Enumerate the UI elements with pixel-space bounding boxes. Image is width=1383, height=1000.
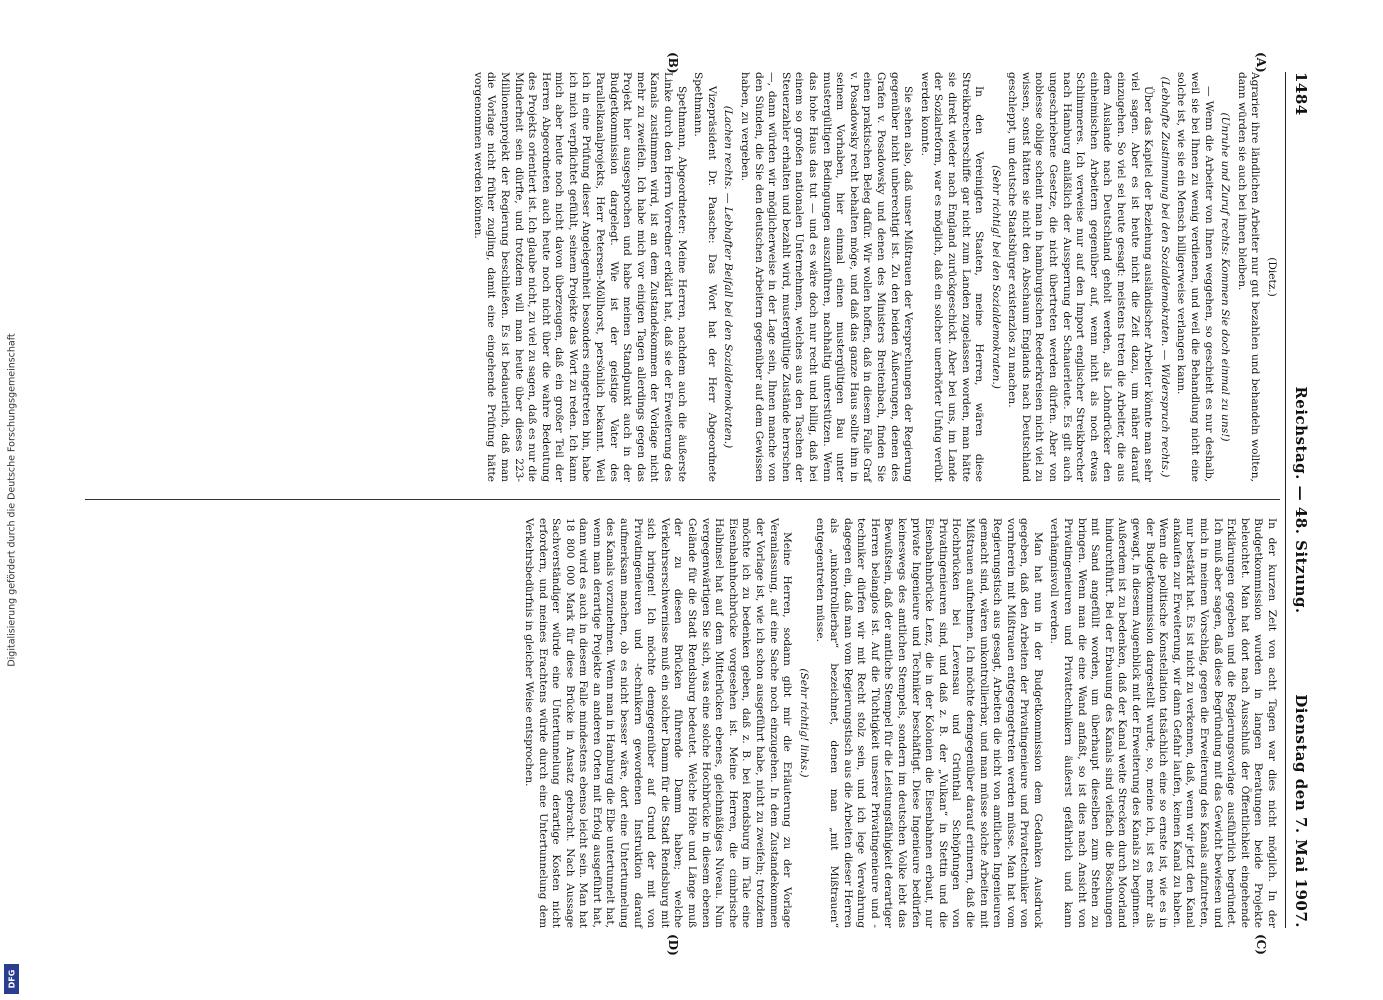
paragraph: Über das Kapitel der Beziehung ausländischer Arbeiter könnte man sehr viel sagen. Aber es ist heute nicht die Zeit dazu, um näher darauf einzugehen. So viel sei heute gesagt: meistens treten die Arbeiter, die aus dem Auslande nach Deutschland geholt werden, als Lohndrücker den einheimischen Arbeitern gegenüber auf, wenn nicht als noch etwas Schlimmeres. Ich verweise nur auf den Import englischer Streikbrecher nach Hamburg anläßlich der Aussperrung der Schauerleute. Es gilt auch ungeschriebene Gesetze, die nicht übertreten werden dürfen. Aber von noblesse oblige scheint man in hamburgischen Reederkreisen nicht viel zu wissen, sonst hätten sie nicht den Abschaum Englands nach Deutschland geschleppt, um deutsche Staatsbürger existenzlos zu machen. <box>1006 72 1155 482</box>
interjection: (Sehr richtig! bei den Sozialdemokraten.) <box>989 165 1002 389</box>
dfg-logo-text: DFG <box>7 969 16 989</box>
paragraph: Agrarier ihre ländlichen Arbeiter nur gut bezahlen und behandeln wollten, dann würden sie auch bei ihnen bleiben. <box>1235 72 1262 482</box>
margin-mark-b: (B) <box>666 52 680 74</box>
running-header <box>1288 72 1310 928</box>
paragraph: In den Vereinigten Staaten, meine Herren, wären diese Streikbrecherschiffe gar nicht zum Landen zugelassen worden, man hätte sie direkt wieder nach England zurückgeschickt. Aber bei uns, im Lande der Sozialreform, war es möglich, daß ein solcher unerhörter Unfug verübt werden konnte. <box>918 72 986 482</box>
paragraph: Sie sehen also, daß unser Mißtrauen der Versprechungen der Regierung gegenüber nicht unberechtigt ist. Zu den beiden Äußerungen, denen des Grafen v. Posadowsky und denen des Ministers Breitenbach, finden Sie einen praktischen Beleg dafür. Wir wollen hoffen, daß in diesem Falle Graf v. Posadowsky recht behalten möge, und daß das ganze Haus sollte ihm in seinem Vorhaben, hier einmal einen mustergültigen Bau unter mustergültigen Bedingungen auszuführen, nachhaltig unterstützen. Wenn das hohe Haus das tut — und es wäre doch nur recht und billig, daß bei einem so großen nationalen Unternehmen, welches aus den Taschen der Steuerzahler erhalten und bezahlt wird, mustergültige Zustände herrschen —, dann würden wir möglicherweise in der Lage sein, Ihnen manche von den Sünden, die Sie den deutschen Arbeitern gegenüber auf dem Gewissen haben, zu vergeben. <box>739 72 915 482</box>
paragraph: In der kurzen Zeit von acht Tagen war dies nicht möglich. In der Budgetkommission wurden in langen Beratungen beide Projekte beleuchtet. Man hat dort nach Ausschluß der Öffentlichkeit eingehende Erklärungen gegeben und die Regierungsvorlage ausführlich begründet. Ich muß aber sagen, daß diese Begründung mit das Gewicht bewiesen und mich in meinem Vorschlag, gegen die Erweiterung des Kanals aufzutreten, nur bestärkt hat. Es ist nicht zu verkennen, daß, wenn wir jetzt den Kanal ankaufen zur Erweiterung, wir dann Gefahr laufen, keinen Kanal zu haben. Wenn die politische Konstellation tatsächlich eine so ernste ist, wie es in der Budgetkommission dargestellt wurde, so, meine ich, ist es mehr als gewagt, in diesem Augenblick mit der Erweiterung des Kanals zu beginnen. Außerdem ist zu bedenken, daß der Kanal weite Strecken durch Moorland hindurchführt. Bei der Erbauung des Kanals sind vielfach die Böschungen mit Sand angefüllt worden, um überhaupt dieselben zum Stehen zu bringen. Wenn man die eine Wand anfaßt, so ist dies nach Ansicht von Privatingenieuren und Privattechnikern äußerst gefährlich und kann verhängnisvoll werden. <box>1048 518 1278 928</box>
interjection: (Lachen rechts. — Lebhafter Beifall bei den Sozialdemokraten.) <box>722 105 735 449</box>
page-number: 1484 <box>1292 72 1310 116</box>
session-date: Dienstag den 7. Mai 1907. <box>1292 694 1310 928</box>
page-content <box>70 50 1320 956</box>
margin-mark-c: (C) <box>1254 934 1268 955</box>
dfg-logo <box>4 964 19 994</box>
paragraph: — Wenn die Arbeiter von Ihnen weggehen, so geschieht es nur deshalb, weil sie bei Ihnen zu wenig verdienen, und weil die Behandlung nicht eine solche ist, wie sie ein Mensch billigerweise verlangen kann. <box>1175 72 1215 482</box>
credit-text: Digitalisierung gefördert durch die Deutsche Forschungsgemeinschaft <box>6 333 18 667</box>
margin-mark-a: (A) <box>1254 52 1268 73</box>
interjection: (Unruhe und Zuruf rechts: Kommen Sie doch einmal zu uns!) <box>1219 112 1232 442</box>
speaker-tag: (Dietz.) <box>1266 257 1278 297</box>
header-rule <box>1285 72 1286 928</box>
page-title: Reichstag. — 48. Sitzung. <box>1292 386 1310 614</box>
paragraph: Meine Herren, sodann gibt mir die Erläuterung zu der Vorlage Veranlassung, auf eine Sache noch einzugehen. In dem Zustandekommen der Vorlage ist, wie ich schon ausgeführt habe, nicht zu zweifeln; trotzdem möchte ich zu bedenken geben, daß z. B. bei Rendsburg im Tale eine Eisenbahnhochbrücke vorgesehen ist. Meine Herren, die cimbrische Halbinsel hat auf dem Mittelrücken ebenes, gleichmäßiges Niveau. Nun vergegenwärtigen Sie sich, was eine solche Hochbrücke in diesem ebenen Gelände für die Stadt Rendsburg bedeutet. Welche Höhe und Länge muß der zu diesen Brücken führende Damm haben; welche Verkehrserschwernisse muß ein solcher Damm für die Stadt Rendsburg mit sich bringen! Ich möchte demgegenüber auf Grund der mit von Privatingenieuren und -technikern gewordenen Instruktion darauf aufmerksam machen, ob es nicht besser wäre, dort eine Untertunnelung des Kanals vorzunehmen. Wenn man in Hamburg die Elbe untertunnelt hat, wenn man derartige Projekte an anderen Orten mit Erfolg ausgeführt hat, dann wird es auch in diesem Falle mindestens ebenso leicht sein. Man hat 18 800 000 Mark für diese Brücke in Ansatz gebracht. Nach Aussage Sachverständiger würde eine Untertunnelung derartige Kosten nicht erfordern, und meines Erachtens würde durch eine Untertunnelung dem Verkehrsbedürfnis in gleicher Weise entsprochen. <box>522 518 794 928</box>
right-column <box>518 518 1278 928</box>
margin-mark-d: (D) <box>666 934 680 956</box>
interjection: (Sehr richtig! links.) <box>797 668 810 778</box>
document-page <box>70 50 1320 956</box>
credit-strip <box>0 0 24 1000</box>
column-divider <box>85 499 1280 500</box>
paragraph: Spethmann, Abgeordneter: Meine Herren, nachdem auch die äußerste Linke durch den Herrn Vorredner erklärt hat, daß sie der Erweiterung des Kanals zustimmen wird, ist an dem Zustandekommen der Vorlage nicht mehr zu zweifeln. Ich habe mich vor einigen Tagen allerdings gegen das Projekt hier ausgesprochen und habe meinen Standpunkt auch in der Budgetkommission dargelegt. Wie ist der geistige Vater des Parallelkanalprojekts, Herr Petersen-Möllhorst, persönlich bekannt. Weil ich in eine Prüfung dieser Angelegenheit besonders eingetreten bin, habe ich mich verpflichtet gefühlt, seinem Projekte das Wort zu reden. Ich kann mich aber heute noch nicht davon überzeugen, daß ein großer Teil der Herren Abgeordneten auch heute noch nicht über die wahre Bedeutung des Projekts orientiert ist. Ich glaube nicht, zu viel zu sagen, daß es nur die Minderheit sein dürfte, und trotzdem will man heute über dieses 223-Millionenprojekt der Regierung beschließen. Es ist bedauerlich, daß man die Vorlage nicht früher zugling, damit eine eingehende Prüfung hätte vorgenommen werden können. <box>471 72 688 482</box>
paragraph: Man hat nun in der Budgetkommission dem Gedanken Ausdruck gegeben, daß den Arbeiten der Privatingenieure und Privattechniker von vornherein mit Mißtrauen entgegengetreten werden müsse. Man hat vom Regierungstisch aus gesagt, Arbeiten die nicht von amtlichen Ingenieuren gemacht sind, wären unkontrollierbar, und man müsse solche Arbeiten mit Mißtrauen aufnehmen. Ich möchte demgegenüber darauf erinnern, daß die Hochbrücken bei Levensau und Grünthal Schöpfungen von Privatingenieuren sind, und daß z. B. der „Vulkan“ in Stettin und die Eisenbahnbrücke Lenz, die in der Kolonien die Eisenbahnen erbaut, nur private Ingenieure und Techniker beschäftigt. Diese Ingenieure bedürfen keineswegs des amtlichen Stempels, sondern im deutschen Volke lebt das Bewußtsein, daß der amtliche Stempel für die Leistungsfähigkeit derartiger Herren belanglos ist. Auf die Tüchtigkeit unserer Privatingenieure und -techniker dürfen wir mit Recht stolz sein, und ich lege Verwahrung dagegen ein, daß man vom Regierungstisch aus die Arbeiten dieser Herren als „unkontrollierbar“ bezeichnet, denen man „mit Mißtrauen“ entgegentreten müsse. <box>814 518 1044 928</box>
left-column <box>467 72 1278 482</box>
paragraph: Vizepräsident Dr. Paasche: Das Wort hat der Herr Abgeordnete Spethmann. <box>692 72 718 482</box>
interjection: (Lebhafte Zustimmung bei den Sozialdemokraten. — Widerspruch rechts.) <box>1158 76 1171 478</box>
